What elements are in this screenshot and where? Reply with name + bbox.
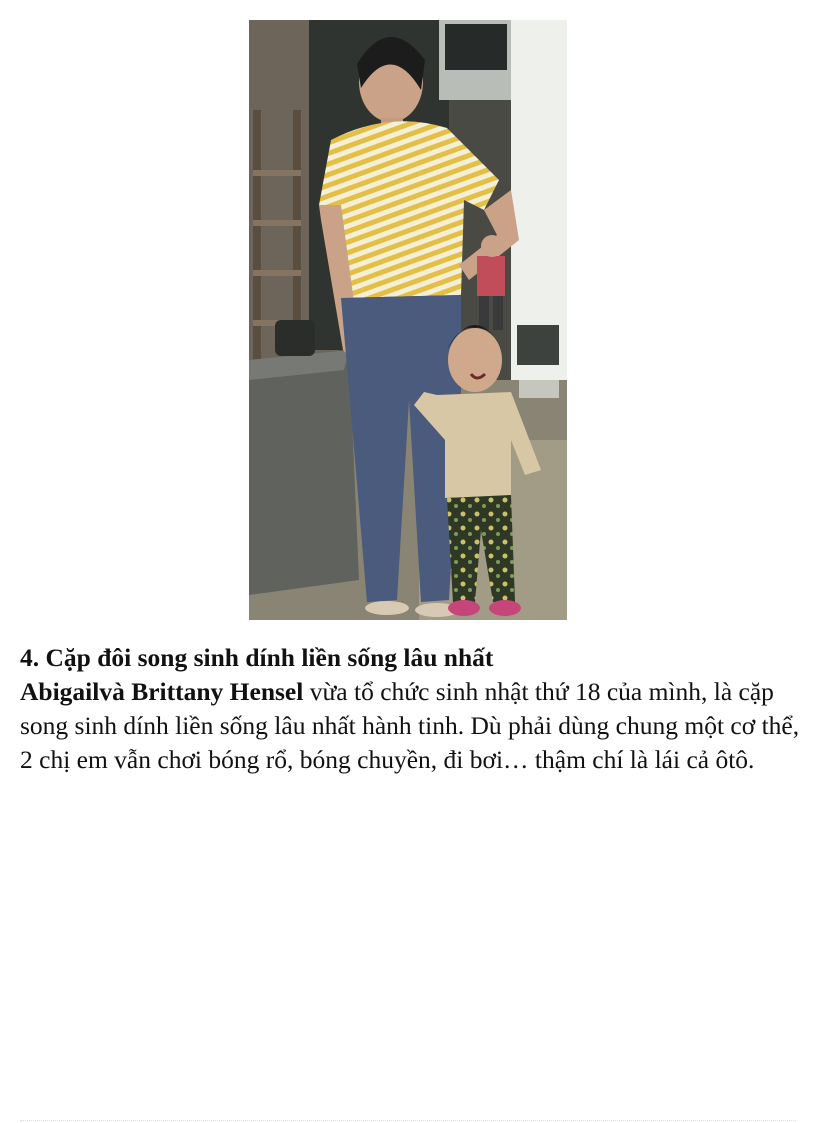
twin-names: Abigailvà Brittany Hensel	[20, 677, 304, 706]
article-photo	[249, 20, 567, 620]
article-body-text: vừa tổ chức sinh nhật thứ 18 của mình, là cặp song sinh dính liền sống lâu nhất hành tinh. Dù phải dùng chung một cơ thể, 2 chị em vẫn chơi bóng rổ, bóng chuyền, đi bơi… thậm chí là lái cả ôtô.	[20, 677, 800, 774]
article-body	[20, 675, 800, 777]
article-heading: 4. Cặp đôi song sinh dính liền sống lâu nhất	[20, 643, 494, 672]
bottom-divider	[20, 1120, 796, 1121]
photo-illustration	[249, 20, 567, 620]
article-text	[20, 641, 800, 777]
